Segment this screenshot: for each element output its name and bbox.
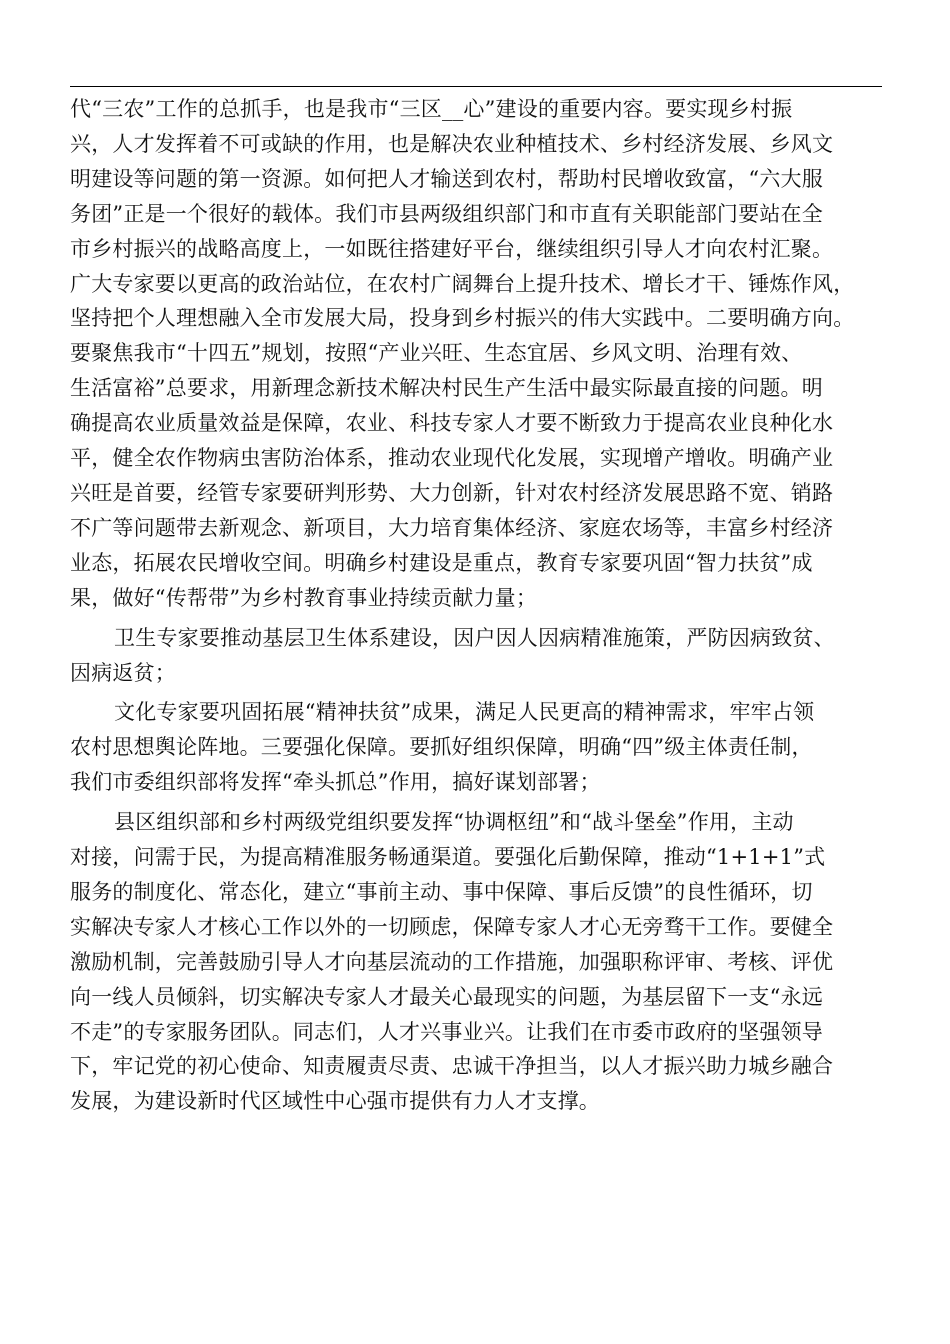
document-body [70,92,886,1124]
text-line: 平，健全农作物病虫害防治体系，推动农业现代化发展，实现增产增收。明确产业 [70,446,834,471]
text-line: 不走”的专家服务团队。同志们，人才兴事业兴。让我们在市委市政府的坚强领导 [70,1019,823,1044]
text-line: 务团”正是一个很好的载体。我们市县两级组织部门和市直有关职能部门要站在全 [70,201,823,226]
header-rule [70,86,882,87]
text-line: 因病返贫； [70,660,176,685]
text-line: 卫生专家要推动基层卫生体系建设，因户因人因病精准施策，严防因病致贫、 [114,625,835,650]
text-line: 坚持把个人理想融入全市发展大局，投身到乡村振兴的伟大实践中。二要明确方向。 [70,306,855,331]
paragraph-1 [70,92,886,616]
text-line: 实解决专家人才核心工作以外的一切顾虑，保障专家人才心无旁骛干工作。要健全 [70,914,834,939]
text-line: 不广等问题带去新观念、新项目，大力培育集体经济、家庭农场等，丰富乡村经济 [70,515,834,540]
paragraph-3 [70,695,886,800]
paragraph-2 [70,621,886,691]
text-line: 服务的制度化、常态化，建立“事前主动、事中保障、事后反馈”的良性循环，切 [70,879,813,904]
text-line: 文化专家要巩固拓展“精神扶贫”成果，满足人民更高的精神需求，牢牢占领 [114,700,815,725]
text-line: 明建设等问题的第一资源。如何把人才输送到农村，帮助村民增收致富，“六大服 [70,166,823,191]
text-line: 我们市委组织部将发挥“牵头抓总”作用，搞好谋划部署； [70,770,601,795]
text-line: 发展，为建设新时代区域性中心强市提供有力人才支撑。 [70,1089,600,1114]
text-line: 生活富裕”总要求，用新理念新技术解决村民生产生活中最实际最直接的问题。明 [70,376,823,401]
text-line: 广大专家要以更高的政治站位，在农村广阔舞台上提升技术、增长才干、锤炼作风， [70,271,855,296]
text-line: 确提高农业质量效益是保障，农业、科技专家人才要不断致力于提高农业良种化水 [70,411,834,436]
text-line: 业态，拓展农民增收空间。明确乡村建设是重点，教育专家要巩固“智力扶贫”成 [70,550,813,575]
text-line: 农村思想舆论阵地。三要强化保障。要抓好组织保障，明确“四”级主体责任制， [70,735,813,760]
text-line: 市乡村振兴的战略高度上，一如既往搭建好平台，继续组织引导人才向农村汇聚。 [70,236,834,261]
text-line: 兴旺是首要，经管专家要研判形势、大力创新，针对农村经济发展思路不宽、销路 [70,480,834,505]
text-line: 要聚焦我市“十四五”规划，按照“产业兴旺、生态宜居、乡风文明、治理有效、 [70,341,803,366]
paragraph-4 [70,805,886,1119]
text-line: 向一线人员倾斜，切实解决专家人才最关心最现实的问题，为基层留下一支“永远 [70,984,823,1009]
text-line: 县区组织部和乡村两级党组织要发挥“协调枢纽”和“战斗堡垒”作用，主动 [114,810,794,835]
text-line: 激励机制，完善鼓励引导人才向基层流动的工作措施，加强职称评审、考核、评优 [70,949,834,974]
text-line: 下，牢记党的初心使命、知责履责尽责、忠诚干净担当，以人才振兴助力城乡融合 [70,1054,834,1079]
text-line: 兴，人才发挥着不可或缺的作用，也是解决农业种植技术、乡村经济发展、乡风文 [70,131,834,156]
text-line: 代“三农”工作的总抓手，也是我市“三区__心”建设的重要内容。要实现乡村振 [70,97,793,121]
text-line: 果，做好“传帮带”为乡村教育事业持续贡献力量； [70,585,538,610]
text-line: 对接，问需于民，为提高精准服务畅通渠道。要强化后勤保障，推动“1+1+1”式 [70,845,826,870]
